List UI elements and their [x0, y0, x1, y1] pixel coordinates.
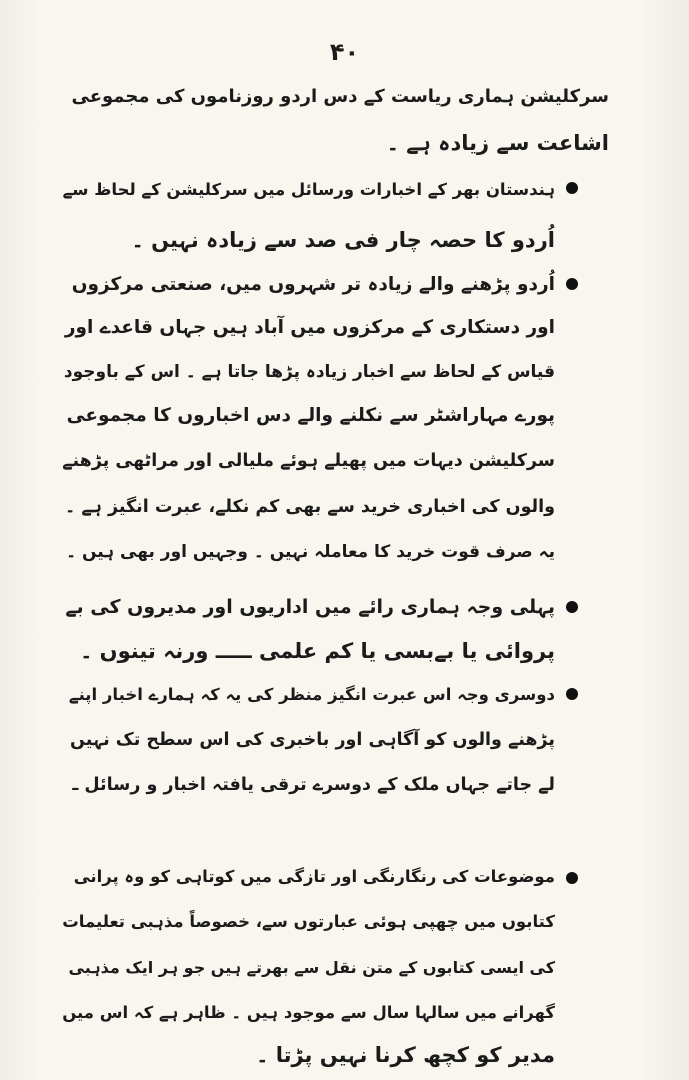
bullet-icon: [566, 688, 578, 700]
text-line: سرکلیشن دیہات میں پھیلے ہوئے ملیالی اور مراٹھی پڑھنے: [62, 451, 555, 471]
text-line: اور دستکاری کے مرکزوں میں آباد ہیں جہاں قاعدے اور: [64, 317, 555, 338]
bullet-icon: [566, 278, 578, 290]
text-line: پورے مہاراشٹر سے نکلنے والے دس اخباروں کا مجموعی: [66, 405, 555, 426]
text-line: مدیر کو کچھ کرنا نہیں پڑتا ۔: [256, 1043, 555, 1067]
text-line: پہلی وجہ ہماری رائے میں اداریوں اور مدیروں کی بے: [65, 596, 555, 618]
bullet-icon: [566, 601, 578, 613]
page-number: ۴۰: [329, 38, 360, 66]
text-line: اُردو پڑھنے والے زیادہ تر شہروں میں، صنعتی مرکزوں: [71, 274, 555, 295]
text-line: گھرانے میں سالہا سال سے موجود ہیں ۔ ظاہر ہے کہ اس میں: [62, 1003, 555, 1022]
text-line: کی ایسی کتابوں کے متن نقل سے بھرتے ہیں جو ہر ایک مذہبی: [68, 958, 555, 977]
text-line: اُردو کا حصہ چار فی صد سے زیادہ نہیں ۔: [131, 228, 555, 252]
text-line: لے جاتے جہاں ملک کے دوسرے ترقی یافتہ اخبار و رسائل ـ: [72, 775, 555, 795]
text-line: سرکلیشن ہماری ریاست کے دس اردو روزناموں کی مجموعی: [71, 86, 609, 107]
text-line: قیاس کے لحاظ سے اخبار زیادہ پڑھا جاتا ہے ۔ اس کے باوجود: [63, 362, 555, 382]
text-line: دوسری وجہ اس عبرت انگیز منظر کی یہ کہ ہمارے اخبار اپنے: [68, 685, 555, 704]
text-line: ہندستان بھر کے اخبارات ورسائل میں سرکلیشن کے لحاظ سے: [62, 180, 555, 199]
text-line: پڑھنے والوں کو آگاہی اور باخبری کی اس سطح تک نہیں: [69, 730, 555, 750]
text-line: والوں کی اخباری خرید سے بھی کم نکلے، عبرت انگیز ہے ۔: [65, 497, 555, 517]
text-line: موضوعات کی رنگارنگی اور تازگی میں کوتاہی کو وہ پرانی: [73, 867, 555, 886]
text-line: پروائی یا بےبسی یا کم علمی ـــــ ورنہ تینوں ۔: [80, 639, 555, 663]
bullet-icon: [566, 872, 578, 884]
bullet-icon: [566, 182, 578, 194]
text-line: اشاعت سے زیادہ ہے ۔: [386, 131, 609, 155]
text-line: کتابوں میں چھپی ہوئی عبارتوں سے، خصوصاً مذہبی تعلیمات: [62, 912, 555, 931]
text-line: یہ صرف قوت خرید کا معاملہ نہیں ۔ وجہیں اور بھی ہیں ۔: [66, 542, 555, 562]
